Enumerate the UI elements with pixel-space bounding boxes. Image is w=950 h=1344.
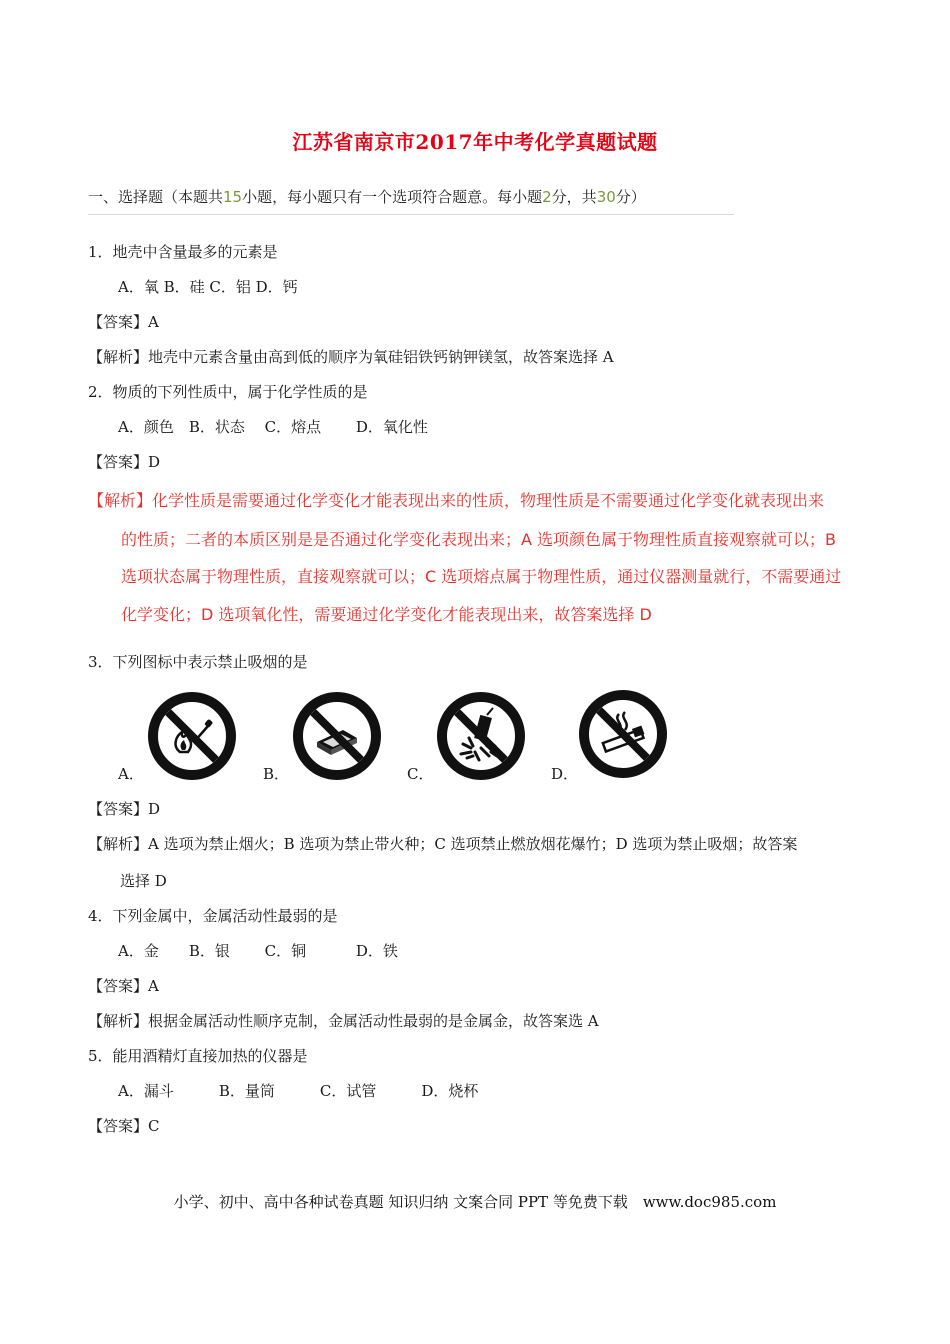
- question-1-answer: 【答案】A: [88, 313, 159, 331]
- question-2-analysis-line-1: 【解析】化学性质是需要通过化学变化才能表现出来的性质，物理性质是不需要通过化学变化就表现出来: [88, 491, 825, 510]
- question-1-stem: 1．地壳中含量最多的元素是: [88, 243, 278, 261]
- question-3-analysis-line-1: 【解析】A 选项为禁止烟火；B 选项为禁止带火种；C 选项禁止燃放烟花爆竹；D 选项为禁止吸烟；故答案: [88, 835, 798, 853]
- no-smoking-icon: [579, 690, 667, 778]
- question-5-answer: 【答案】C: [88, 1117, 160, 1135]
- question-2-stem: 2．物质的下列性质中，属于化学性质的是: [88, 383, 368, 401]
- option-d-label: D．: [551, 765, 579, 783]
- option-c-label: C．: [407, 765, 434, 783]
- question-2-analysis-line-4: 化学变化；D 选项氧化性，需要通过化学变化才能表现出来，故答案选择 D: [121, 605, 652, 624]
- question-5-stem: 5．能用酒精灯直接加热的仪器是: [88, 1047, 308, 1065]
- no-fireworks-icon: [437, 692, 525, 780]
- question-4-stem: 4．下列金属中，金属活动性最弱的是: [88, 907, 338, 925]
- question-4-analysis: 【解析】根据金属活动性顺序克制，金属活动性最弱的是金属金，故答案选 A: [88, 1012, 599, 1030]
- page-title: 江苏省南京市2017年中考化学真题试题: [292, 130, 658, 154]
- question-4-options: A．金 B．银 C．铜 D．铁: [118, 942, 398, 960]
- question-5-options: A．漏斗 B．量筒 C．试管 D．烧杯: [118, 1082, 479, 1100]
- no-open-flame-icon: [148, 692, 236, 780]
- question-1-analysis: 【解析】地壳中元素含量由高到低的顺序为氧硅铝铁钙钠钾镁氢，故答案选择 A: [88, 348, 614, 366]
- option-a-label: A．: [118, 765, 144, 783]
- question-2-answer: 【答案】D: [88, 453, 161, 471]
- question-3-answer: 【答案】D: [88, 800, 161, 818]
- section-header: 一、选择题（本题共15小题，每小题只有一个选项符合题意。每小题2分，共30分）: [88, 188, 646, 206]
- question-4-answer: 【答案】A: [88, 977, 159, 995]
- no-matches-icon: [293, 692, 381, 780]
- question-3-analysis-line-2: 选择 D: [120, 872, 167, 890]
- question-1-options: A．氧 B．硅 C．铝 D．钙: [118, 278, 298, 296]
- option-b-label: B．: [263, 765, 290, 783]
- question-2-analysis-line-2: 的性质；二者的本质区别是是否通过化学变化表现出来；A 选项颜色属于物理性质直接观察就可以；B: [121, 530, 837, 549]
- page-footer: 小学、初中、高中各种试卷真题 知识归纳 文案合同 PPT 等免费下载 www.doc985.com: [173, 1193, 777, 1211]
- question-2-options: A．颜色 B．状态 C．熔点 D．氧化性: [118, 418, 428, 436]
- question-2-analysis-line-3: 选项状态属于物理性质，直接观察就可以；C 选项熔点属于物理性质，通过仪器测量就行，不需要通过: [121, 567, 842, 586]
- question-3-stem: 3．下列图标中表示禁止吸烟的是: [88, 653, 308, 671]
